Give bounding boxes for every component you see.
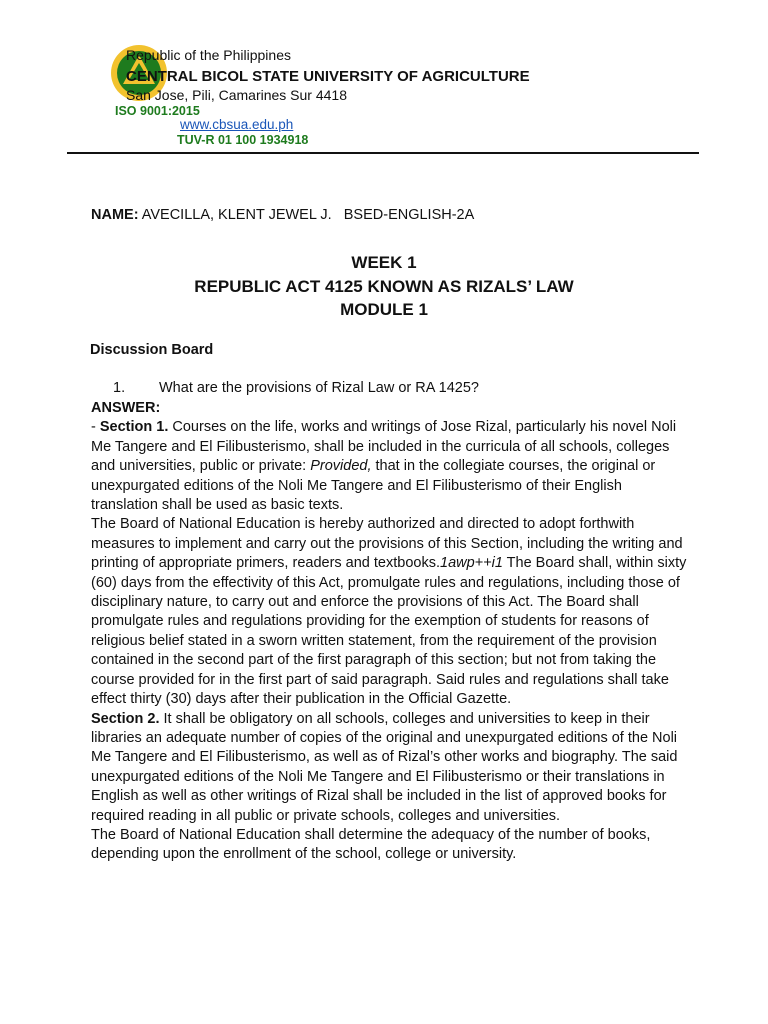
question-item <box>113 380 479 396</box>
header-address: San Jose, Pili, Camarines Sur 4418 <box>126 87 347 103</box>
name-label: NAME: <box>91 207 139 223</box>
section1-para2-marker: 1awp++i1 <box>440 555 503 572</box>
student-name-line <box>91 207 474 223</box>
section1-label: Section 1. <box>99 419 169 436</box>
title-module: MODULE 1 <box>340 300 428 319</box>
answer-label: ANSWER: <box>91 400 161 416</box>
header-tuv: TUV-R 01 100 1934918 <box>177 133 309 147</box>
question-number: 1. <box>113 380 126 396</box>
section2-paragraph-2: The Board of National Education shall determine the adequacy of the number of books, depending upon the enrollment of the school, college or university. <box>91 826 651 863</box>
header-republic: Republic of the Philippines <box>126 47 291 63</box>
section1-text-a: Courses on the life, works and writings of Jose Rizal, particularly his novel Noli Me Tangere and El Filibusterismo, shall be included in the curricula of all schools, colleges and universities, public or private: <box>91 419 677 475</box>
header-website-link[interactable]: www.cbsua.edu.ph <box>180 117 294 132</box>
section2-label: Section 2. <box>91 710 160 727</box>
title-week: WEEK 1 <box>351 253 417 272</box>
section1-paragraph-2 <box>91 515 691 709</box>
discussion-board-heading: Discussion Board <box>90 342 214 358</box>
header-divider <box>67 152 699 154</box>
question-text: What are the provisions of Rizal Law or RA 1425? <box>159 380 479 396</box>
section1-provided: Provided, <box>310 458 372 475</box>
section1-dash: - <box>91 419 100 436</box>
section1-text-b: that in the collegiate courses, the original or unexpurgated editions of the Noli Me Tangere and El Filibusterismo of their English translation shall be used as basic texts. <box>91 458 656 514</box>
name-value: AVECILLA, KLENT JEWEL J. BSED-ENGLISH-2A <box>141 207 475 223</box>
section2-paragraph <box>91 710 691 826</box>
section2-text: It shall be obligatory on all schools, colleges and universities to keep in their libraries an adequate number of copies of the original and unexpurgated editions of the Noli Me Tangere and El Filibusterismo, as well as of Rizal’s other works and biography. The said unexpurgated editions of the Noli Me Tangere and El Filibusterismo or their translations in English as well as other writings of Rizal shall be included in the list of approved books for required reading in all public or private schools, colleges and universities. <box>91 710 678 824</box>
title-act: REPUBLIC ACT 4125 KNOWN AS RIZALS’ LAW <box>194 277 574 296</box>
answer-body <box>91 399 691 865</box>
header-university-name: CENTRAL BICOL STATE UNIVERSITY OF AGRICULTURE <box>126 68 530 85</box>
section1-para2-a: The Board of National Education is hereby authorized and directed to adopt forthwith measures to implement and carry out the provisions of this Section, including the writing and printing of appropriate primers, readers and textbooks. <box>91 516 683 572</box>
section1-para2-b: The Board shall, within sixty (60) days from the effectivity of this Act, promulgate rules and regulations, including those of disciplinary nature, to carry out and enforce the provisions of this Act. The Board shall promulgate rules and regulations providing for the exemption of students for reasons of religious belief stated in a sworn written statement, from the requirement of the provision contained in the second part of the first paragraph of this section; but not from taking the course provided for in the first part of said paragraph. Said rules and regulations shall take effect thirty (30) days after their publication in the Official Gazette. <box>91 555 687 708</box>
header-iso: ISO 9001:2015 <box>115 104 200 118</box>
section1-paragraph <box>91 418 691 515</box>
